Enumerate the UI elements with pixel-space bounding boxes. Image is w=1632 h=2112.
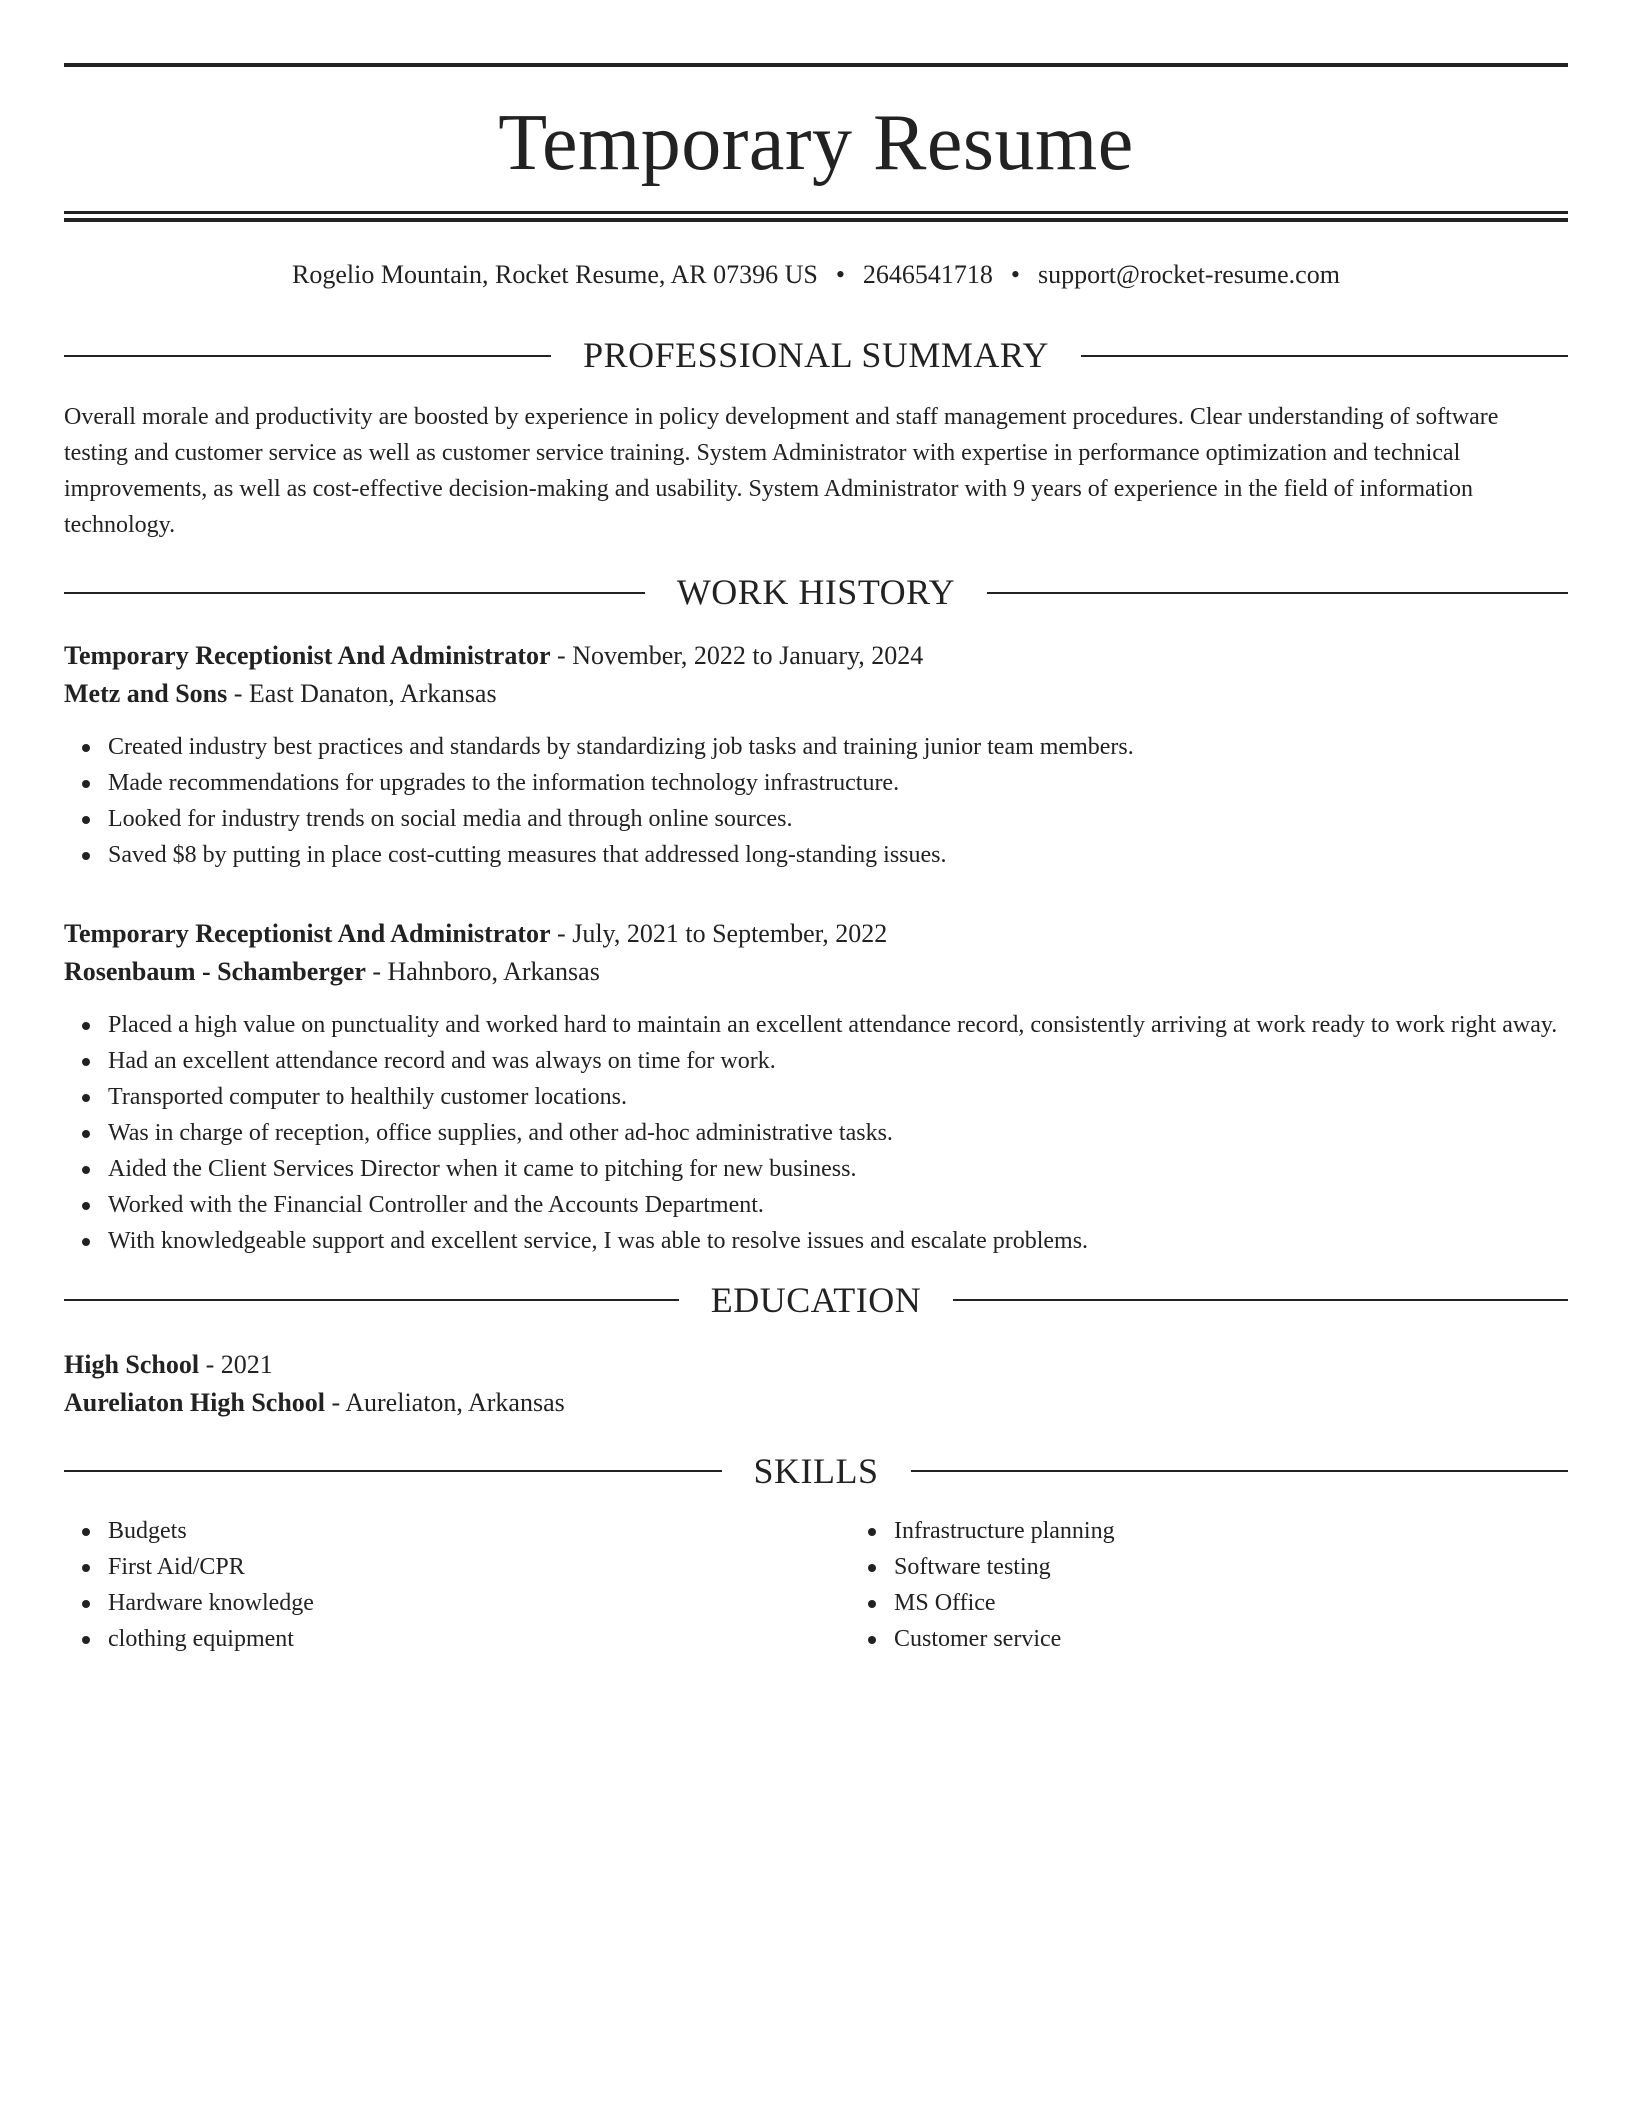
top-rule <box>64 63 1568 67</box>
list-item: Created industry best practices and standards by standardizing job tasks and training junior team members. <box>108 729 1568 765</box>
list-item: Placed a high value on punctuality and worked hard to maintain an excellent attendance record, consistently arriving at work ready to work right away. <box>108 1007 1568 1043</box>
contact-email: support@rocket-resume.com <box>1038 260 1340 289</box>
skills-list-right <box>850 1513 1115 1657</box>
education-location: - Aureliaton, Arkansas <box>325 1387 565 1417</box>
heading-rule-right <box>911 1470 1569 1472</box>
summary-section-heading <box>64 334 1568 377</box>
skill-item: Software testing <box>894 1549 1115 1585</box>
skill-item: Infrastructure planning <box>894 1513 1115 1549</box>
skill-item: Customer service <box>894 1621 1115 1657</box>
heading-rule-left <box>64 1470 722 1472</box>
education-degree: High School <box>64 1349 200 1379</box>
heading-rule-left <box>64 355 551 357</box>
skills-heading-label: SKILLS <box>753 1450 879 1491</box>
work-section-heading <box>64 571 1568 614</box>
contact-separator: • <box>1010 260 1021 289</box>
contact-phone: 2646541718 <box>862 260 993 289</box>
job-company: Metz and Sons <box>64 678 228 708</box>
list-item: Transported computer to healthily customer locations. <box>108 1079 1568 1115</box>
job-title-line <box>64 915 1568 953</box>
skill-item: Budgets <box>108 1513 850 1549</box>
skill-item: MS Office <box>894 1585 1115 1621</box>
list-item: Looked for industry trends on social media and through online sources. <box>108 801 1568 837</box>
job-company-line <box>64 675 1568 713</box>
list-item: Made recommendations for upgrades to the information technology infrastructure. <box>108 765 1568 801</box>
summary-text: Overall morale and productivity are boosted by experience in policy development and staff management procedures. Clear understanding of software testing and customer service as well as customer service training. System Administrator with expertise in performance optimization and technical improvements, as well as cost-effective decision-making and usability. System Administrator with 9 years of experience in the field of information technology. <box>64 404 1499 539</box>
job-dates: - November, 2022 to January, 2024 <box>550 640 924 670</box>
job-location: - Hahnboro, Arkansas <box>365 956 600 986</box>
heading-rule-right <box>1081 355 1568 357</box>
job-title-line <box>64 637 1568 675</box>
list-item: Was in charge of reception, office supplies, and other ad-hoc administrative tasks. <box>108 1115 1568 1151</box>
education-school: Aureliaton High School <box>64 1387 326 1417</box>
skill-item: clothing equipment <box>108 1621 850 1657</box>
education-year: - 2021 <box>199 1349 273 1379</box>
job-location: - East Danaton, Arkansas <box>227 678 497 708</box>
heading-rule-left <box>64 592 645 594</box>
education-heading-label: EDUCATION <box>710 1279 922 1320</box>
education-section-heading <box>64 1279 1568 1322</box>
heading-rule-left <box>64 1299 679 1301</box>
job-title: Temporary Receptionist And Administrator <box>64 640 551 670</box>
job-title: Temporary Receptionist And Administrator <box>64 918 551 948</box>
job-bullet-list <box>64 729 1568 873</box>
education-degree-line <box>64 1346 1568 1384</box>
list-item: Aided the Client Services Director when it came to pitching for new business. <box>108 1151 1568 1187</box>
job-entry <box>64 637 1568 873</box>
resume-title: Temporary Resume <box>498 99 1134 187</box>
heading-rule-right <box>987 592 1568 594</box>
job-bullet-list <box>64 1007 1568 1259</box>
list-item: With knowledgeable support and excellent service, I was able to resolve issues and escalate problems. <box>108 1223 1568 1259</box>
title-double-rule <box>64 211 1568 222</box>
contact-address: Rogelio Mountain, Rocket Resume, AR 07396 US <box>292 260 818 289</box>
list-item: Worked with the Financial Controller and the Accounts Department. <box>108 1187 1568 1223</box>
contact-separator: • <box>835 260 845 289</box>
education-school-line <box>64 1384 1568 1422</box>
work-heading-label: WORK HISTORY <box>676 572 956 613</box>
skill-item: Hardware knowledge <box>108 1585 850 1621</box>
skills-columns <box>64 1513 1568 1657</box>
job-company: Rosenbaum - Schamberger <box>64 956 366 986</box>
skill-item: First Aid/CPR <box>108 1549 850 1585</box>
skills-list-left <box>64 1513 850 1657</box>
list-item: Saved $8 by putting in place cost-cutting measures that addressed long-standing issues. <box>108 837 1568 873</box>
education-entry <box>64 1346 1568 1422</box>
skills-section-heading <box>64 1450 1568 1493</box>
job-dates: - July, 2021 to September, 2022 <box>550 918 888 948</box>
heading-rule-right <box>953 1299 1568 1301</box>
job-company-line <box>64 953 1568 991</box>
job-entry <box>64 915 1568 1259</box>
list-item: Had an excellent attendance record and was always on time for work. <box>108 1043 1568 1079</box>
summary-heading-label: PROFESSIONAL SUMMARY <box>583 335 1049 376</box>
contact-line <box>64 259 1568 290</box>
